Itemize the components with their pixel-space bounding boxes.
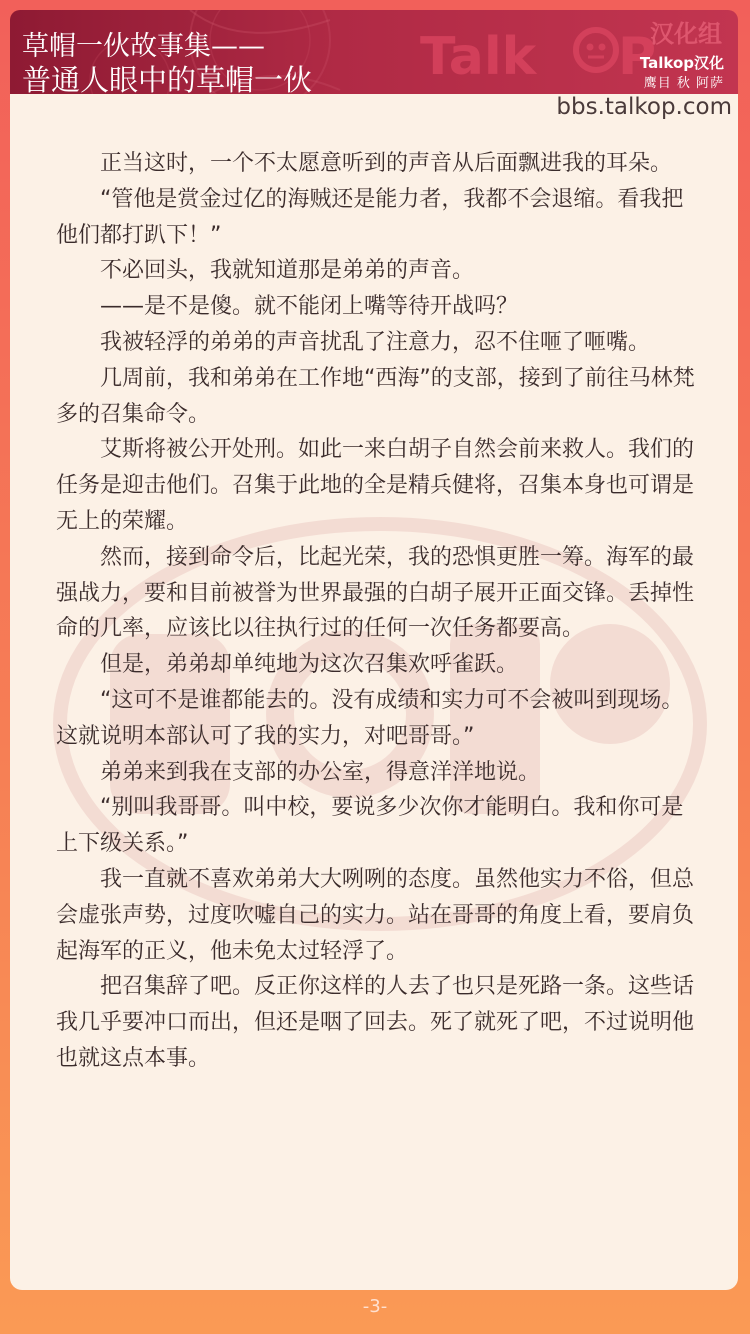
paragraph: 但是，弟弟却单纯地为这次召集欢呼雀跃。 <box>100 652 519 678</box>
translator-credits: 鹰目 秋 阿萨 <box>643 76 724 91</box>
paragraph: “管他是赏金过亿的海贼还是能力者，我都不会退缩。看我把他们都打趴下！” <box>56 186 684 248</box>
paragraph: 几周前，我和弟弟在工作地“西海”的支部，接到了前往马林梵多的召集命令。 <box>56 365 695 427</box>
paragraph: 弟弟来到我在支部的办公室，得意洋洋地说。 <box>100 759 541 785</box>
paragraph: 艾斯将被公开处刑。如此一来白胡子自然会前来救人。我们的任务是迎击他们。召集于此地的全是精兵健将，召集本身也可谓是无上的荣耀。 <box>56 437 695 534</box>
talkop-logo <box>420 12 732 92</box>
paragraph: ——是不是傻。就不能闭上嘴等待开战吗？ <box>100 294 519 320</box>
paragraph: 然而，接到命令后，比起光荣，我的恐惧更胜一筹。海军的最强战力，要和目前被誉为世界最强的白胡子展开正面交锋。丢掉性命的几率，应该比以往执行过的任何一次任务都要高。 <box>56 544 695 642</box>
site-url: bbs.talkop.com <box>556 94 732 120</box>
paragraph: 正当这时，一个不太愿意听到的声音从后面飘进我的耳朵。 <box>100 151 673 176</box>
header-banner <box>10 10 738 94</box>
paragraph: 不必回头，我就知道那是弟弟的声音。 <box>100 258 475 284</box>
paragraph: 把召集辞了吧。反正你这样的人去了也只是死路一条。这些话我几乎要冲口而出，但还是咽了回去。死了就死了吧，不过说明他也就这点本事。 <box>56 974 695 1071</box>
logo-p-text: P <box>618 27 657 87</box>
logo-talk-text: Talk <box>420 27 537 87</box>
brand-label: Talkop汉化 <box>639 54 724 72</box>
paragraph: “别叫我哥哥。叫中校，要说多少次你才能明白。我和你可是上下级关系。” <box>56 795 684 857</box>
story-body <box>56 146 696 1077</box>
story-title: 普通人眼中的草帽一伙 <box>22 63 313 94</box>
text-page <box>10 94 738 1290</box>
skull-o-icon <box>576 30 616 70</box>
paragraph: “这可不是谁都能去的。没有成绩和实力可不会被叫到现场。这就说明本部认可了我的实力，对吧哥哥。” <box>56 687 684 749</box>
paragraph: 我一直就不喜欢弟弟大大咧咧的态度。虽然他实力不俗，但总会虚张声势，过度吹嘘自己的实力。站在哥哥的角度上看，要肩负起海军的正义，他未免太过轻浮了。 <box>56 866 695 964</box>
logo-badge-text: 汉化组 <box>650 20 722 48</box>
story-collection-title: 草帽一伙故事集—— <box>22 31 265 62</box>
paragraph: 我被轻浮的弟弟的声音扰乱了注意力，忍不住咂了咂嘴。 <box>100 329 651 355</box>
page-number: -3- <box>362 1296 388 1317</box>
